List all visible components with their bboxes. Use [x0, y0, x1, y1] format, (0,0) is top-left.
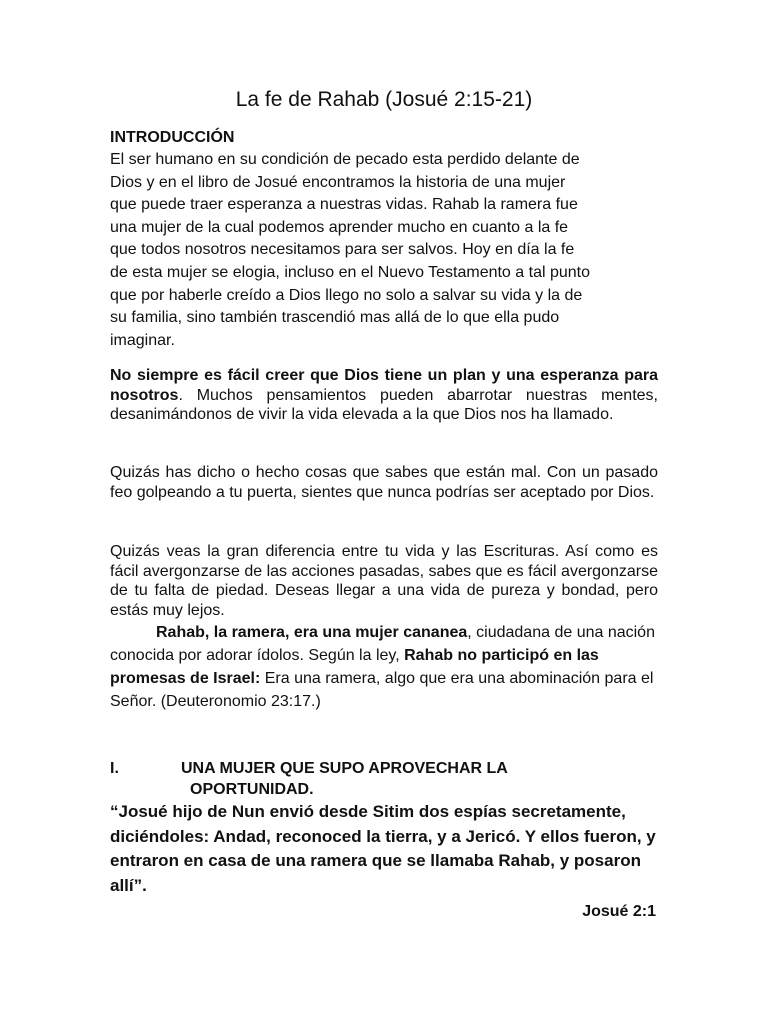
paragraph-plan-text: . Muchos pensamientos pueden abarrotar nuestras mentes, desanimándonos de vivir la vida elevada a la que Dios nos ha llamado.	[110, 386, 658, 423]
document-title: La fe de Rahab (Josué 2:15-21)	[235, 88, 533, 111]
intro-heading: INTRODUCCIÓN	[110, 129, 235, 146]
intro-line: de esta mujer se elogia, incluso en el Nuevo Testamento a tal punto	[110, 263, 590, 281]
section-number: I.	[110, 760, 119, 777]
intro-line: su familia, sino también trascendió mas allá de lo que ella pudo	[110, 309, 560, 327]
bible-reference: Josué 2:1	[582, 903, 656, 920]
intro-paragraph	[110, 149, 655, 352]
section-title-line-1: UNA MUJER QUE SUPO APROVECHAR LA	[181, 760, 508, 777]
intro-line: una mujer de la cual podemos aprender mucho en cuanto a la fe	[110, 218, 569, 236]
intro-line: que todos nosotros necesitamos para ser salvos. Hoy en día la fe	[110, 241, 575, 259]
intro-line: El ser humano en su condición de pecado esta perdido delante de	[110, 151, 580, 168]
section-title-line-2: OPORTUNIDAD.	[190, 781, 314, 798]
paragraph-plan-bold: No siempre es fácil creer que Dios tiene un plan y una esperanza para nosotros	[110, 367, 658, 404]
rahab-bold-1: Rahab, la ramera, era una mujer cananea	[156, 624, 468, 641]
intro-line: que puede traer esperanza a nuestras vidas. Rahab la ramera fue	[110, 196, 578, 214]
paragraph-rahab	[110, 621, 662, 713]
bible-quote: “Josué hijo de Nun envió desde Sitim dos espías secretamente, diciéndoles: Andad, reconoced la tierra, y a Jericó. Y ellos fueron, y entraron en casa de una ramera que se llamaba Rahab, y posaron allí”.	[110, 802, 656, 895]
rahab-bold-2: Rahab no participó en las promesas de Israel:	[110, 647, 599, 687]
intro-line: que por haberle creído a Dios llego no solo a salvar su vida y la de	[110, 286, 583, 304]
rahab-text-2: Era una ramera, algo que era una abominación para el Señor. (Deuteronomio 23:17.)	[110, 670, 654, 710]
paragraph-plan	[110, 366, 658, 425]
paragraph-scriptures: Quizás veas la gran diferencia entre tu vida y las Escrituras. Así como es fácil avergonzarse de las acciones pasadas, sabes que es fácil avergonzarse de tu falta de piedad. Deseas llegar a una vida de pureza y bondad, pero estás muy lejos.	[110, 543, 658, 619]
rahab-text-1: , ciudadana de una nación conocida por adorar ídolos. Según la ley,	[110, 624, 655, 664]
intro-line: imaginar.	[110, 331, 175, 349]
paragraph-past: Quizás has dicho o hecho cosas que sabes que están mal. Con un pasado feo golpeando a tu puerta, sientes que nunca podrías ser aceptado por Dios.	[110, 464, 658, 501]
intro-line: Dios y en el libro de Josué encontramos la historia de una mujer	[110, 173, 566, 191]
